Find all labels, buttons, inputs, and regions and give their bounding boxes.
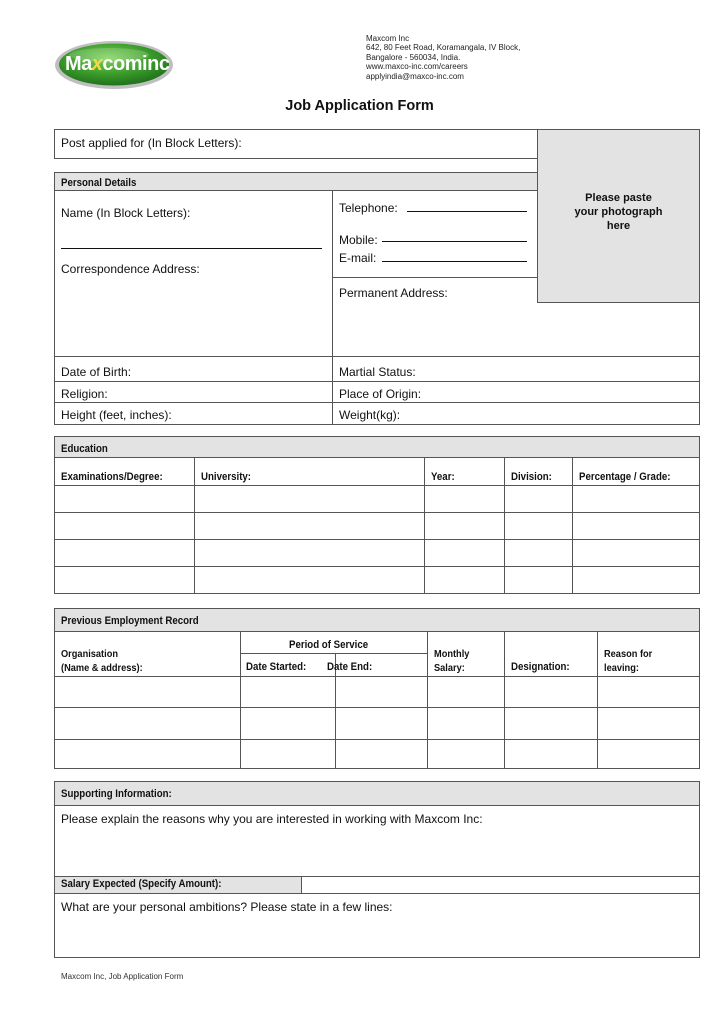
emp-col-salary — [434, 647, 469, 675]
mobile-label: Mobile: — [339, 233, 378, 247]
religion-label: Religion: — [61, 387, 108, 401]
height-label: Height (feet, inches): — [61, 408, 172, 422]
page-footer: Maxcom Inc, Job Application Form — [61, 972, 184, 981]
emp-period-text: Period of Service — [288, 639, 368, 651]
photo-line: Please paste — [585, 192, 652, 204]
address-line: 642, 80 Feet Road, Koramangala, IV Block, — [366, 43, 521, 53]
weight-label: Weight(kg): — [339, 408, 401, 422]
address-line: Bangalore - 560034, India. — [366, 52, 461, 62]
telephone-input-line[interactable] — [407, 211, 527, 212]
emp-col-designation: Designation: — [511, 661, 570, 673]
education-section — [54, 436, 700, 594]
edu-col-percentage: Percentage / Grade: — [579, 471, 671, 483]
emp-col-reason — [604, 647, 652, 675]
logo-text — [65, 53, 169, 76]
edu-col-year: Year: — [431, 471, 455, 483]
place-of-origin-label: Place of Origin: — [339, 387, 422, 401]
photo-instruction — [537, 191, 700, 233]
employment-section — [54, 608, 700, 769]
salary-expected-input[interactable] — [302, 877, 699, 893]
emp-reason-line1: Reason for — [604, 648, 653, 660]
emp-col-date-end: Date End: — [327, 661, 373, 673]
salary-expected-label: Salary Expected (Specify Amount): — [61, 878, 222, 890]
name-input-line[interactable] — [61, 248, 322, 249]
ambitions-answer-area[interactable] — [55, 917, 699, 957]
education-header-bg — [55, 437, 699, 457]
email-input-line[interactable] — [382, 261, 527, 262]
emp-org-line1: Organisation — [61, 648, 118, 660]
photo-line: your photograph — [574, 206, 663, 218]
page-title: Job Application Form — [285, 98, 434, 114]
mobile-input-line[interactable] — [382, 241, 527, 242]
photo-line: here — [606, 220, 631, 232]
company-logo — [54, 40, 174, 90]
dob-label: Date of Birth: — [61, 365, 132, 379]
education-header: Education — [61, 443, 108, 455]
address-line: Maxcom Inc — [366, 34, 410, 43]
edu-col-division: Division: — [511, 471, 552, 483]
emp-salary-line1: Monthly — [434, 648, 470, 660]
logo-text-x: x — [91, 53, 103, 75]
edu-col-university: University: — [201, 471, 252, 483]
emp-col-organisation — [61, 647, 143, 675]
emp-reason-line2: leaving: — [604, 662, 639, 674]
logo-text-ma: Ma — [65, 53, 92, 75]
name-label: Name (In Block Letters): — [61, 206, 191, 220]
emp-col-period — [240, 639, 427, 651]
post-applied-label: Post applied for (In Block Letters): — [61, 136, 242, 150]
edu-col-degree: Examinations/Degree: — [61, 471, 163, 483]
emp-org-line2: (Name & address): — [61, 662, 143, 674]
marital-status-label: Martial Status: — [339, 365, 416, 379]
emp-salary-line2: Salary: — [434, 662, 465, 674]
employment-header: Previous Employment Record — [61, 615, 199, 627]
logo-text-cominc: cominc — [102, 53, 170, 75]
address-line: applyindia@maxco-inc.com — [366, 71, 464, 81]
permanent-address-label: Permanent Address: — [339, 286, 448, 300]
emp-col-date-started: Date Started: — [246, 661, 307, 673]
correspondence-address-label: Correspondence Address: — [61, 262, 200, 276]
ambitions-question: What are your personal ambitions? Please state in a few lines: — [61, 900, 393, 914]
telephone-label: Telephone: — [339, 201, 398, 215]
reasons-answer-area[interactable] — [55, 830, 699, 875]
reasons-question: Please explain the reasons why you are interested in working with Maxcom Inc: — [61, 812, 483, 826]
supporting-header: Supporting Information: — [61, 788, 172, 800]
address-line: www.maxco-inc.com/careers — [366, 62, 468, 72]
email-label: E-mail: — [339, 251, 377, 265]
company-address — [366, 34, 520, 81]
personal-details-header: Personal Details — [61, 177, 137, 189]
